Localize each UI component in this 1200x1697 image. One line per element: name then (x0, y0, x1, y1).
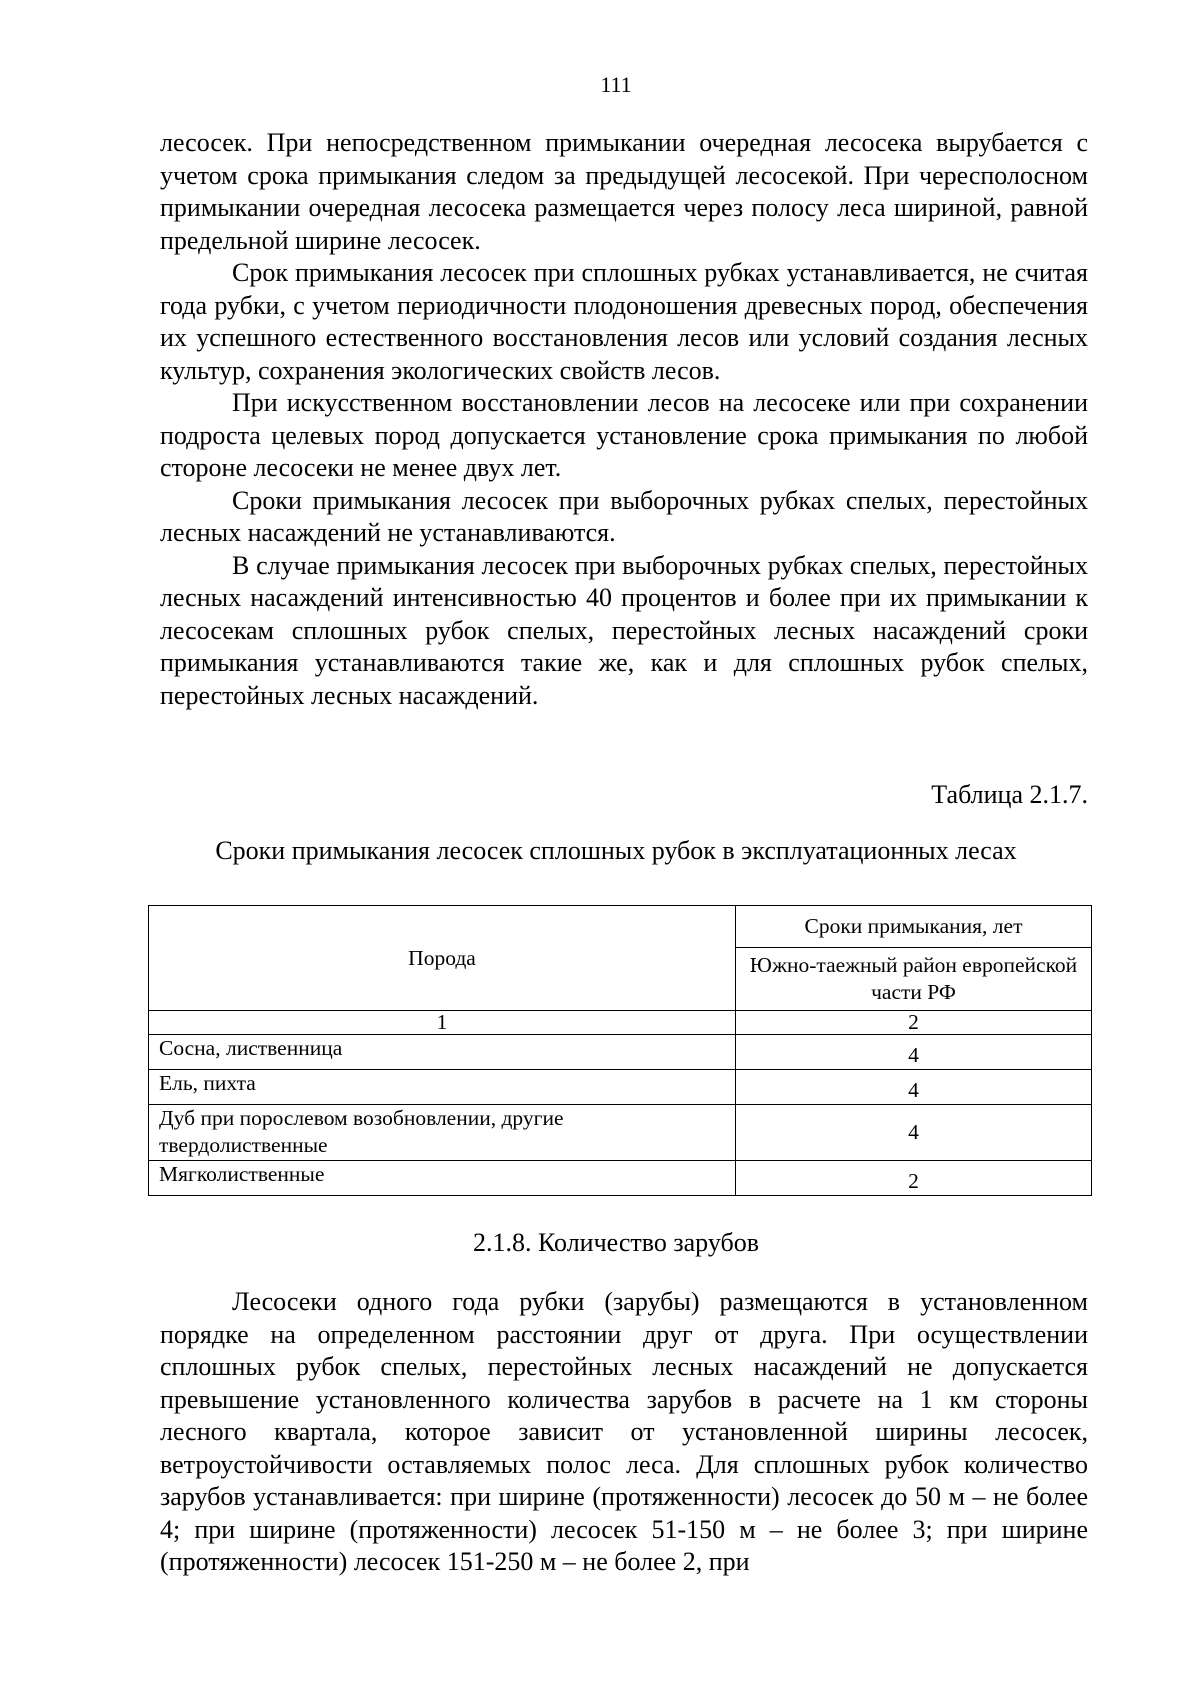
header-species: Порода (149, 906, 736, 1011)
table-row (149, 1070, 1092, 1105)
value-cell: 4 (736, 1105, 1092, 1161)
value-cell: 2 (736, 1161, 1092, 1196)
paragraph: Лесосеки одного года рубки (зарубы) размещаются в установленном порядке на определенном расстоянии друг от друга. При осуществлении сплошных рубок спелых, перестойных лесных насаждений не допускается превышение установленного количества зарубов в расчете на 1 км стороны лесного квартала, которое зависит от установленной ширины лесосек, ветроустойчивости оставляемых полос леса. Для сплошных рубок количество зарубов устанавливается: при ширине (протяженности) лесосек до 50 м – не более 4; при ширине (протяженности) лесосек 51-150 м – не более 3; при ширине (протяженности) лесосек 151-250 м – не более 2, при (160, 1287, 1088, 1576)
page-number: 111 (600, 72, 632, 97)
section-title: 2.1.8. Количество зарубов (473, 1228, 759, 1257)
paragraph: В случае примыкания лесосек при выборочных рубках спелых, перестойных лесных насаждений интенсивностью 40 процентов и более при их примыкании к лесосекам сплошных рубок спелых, перестойных лесных насаждений сроки примыкания устанавливаются такие же, как и для сплошных рубок спелых, перестойных лесных насаждений. (160, 550, 1088, 710)
column-number: 1 (149, 1011, 736, 1035)
species-cell: Сосна, лиственница (149, 1035, 736, 1070)
column-number-row (149, 1011, 1092, 1035)
paragraph: Сроки примыкания лесосек при выборочных рубках спелых, перестойных лесных насаждений не устанавливаются. (160, 485, 1088, 547)
header-region: Южно-таежный район европейской части РФ (736, 948, 1092, 1011)
paragraph: Срок примыкания лесосек при сплошных рубках устанавливается, не считая года рубки, с учетом периодичности плодоношения древесных пород, обеспечения их успешного естественного восстановления лесов или условий создания лесных культур, сохранения экологических свойств лесов. (160, 258, 1088, 385)
section-body (160, 1286, 1088, 1579)
header-terms: Сроки примыкания, лет (736, 906, 1092, 948)
species-cell: Ель, пихта (149, 1070, 736, 1105)
table-row (149, 1105, 1092, 1161)
paragraph: лесосек. При непосредственном примыкании очередная лесосека вырубается с учетом срока примыкания следом за предыдущей лесосекой. При чересполосном примыкании очередная лесосека размещается через полосу леса шириной, равной предельной ширине лесосек. (160, 128, 1088, 255)
table-header-row (149, 906, 1092, 948)
paragraph: При искусственном восстановлении лесов на лесосеке или при сохранении подроста целевых пород допускается установление срока примыкания по любой стороне лесосеки не менее двух лет. (160, 388, 1088, 482)
table-row (149, 1035, 1092, 1070)
table-title: Сроки примыкания лесосек сплошных рубок в эксплуатационных лесах (215, 836, 1017, 865)
column-number: 2 (736, 1011, 1092, 1035)
value-cell: 4 (736, 1035, 1092, 1070)
body-text (160, 127, 1088, 712)
table-number: Таблица 2.1.7. (931, 780, 1088, 809)
adjacency-terms-table (148, 905, 1092, 1196)
species-cell: Мягколиственные (149, 1161, 736, 1196)
species-cell: Дуб при порослевом возобновлении, другие твердолиственные (149, 1105, 736, 1161)
table-row (149, 1161, 1092, 1196)
value-cell: 4 (736, 1070, 1092, 1105)
